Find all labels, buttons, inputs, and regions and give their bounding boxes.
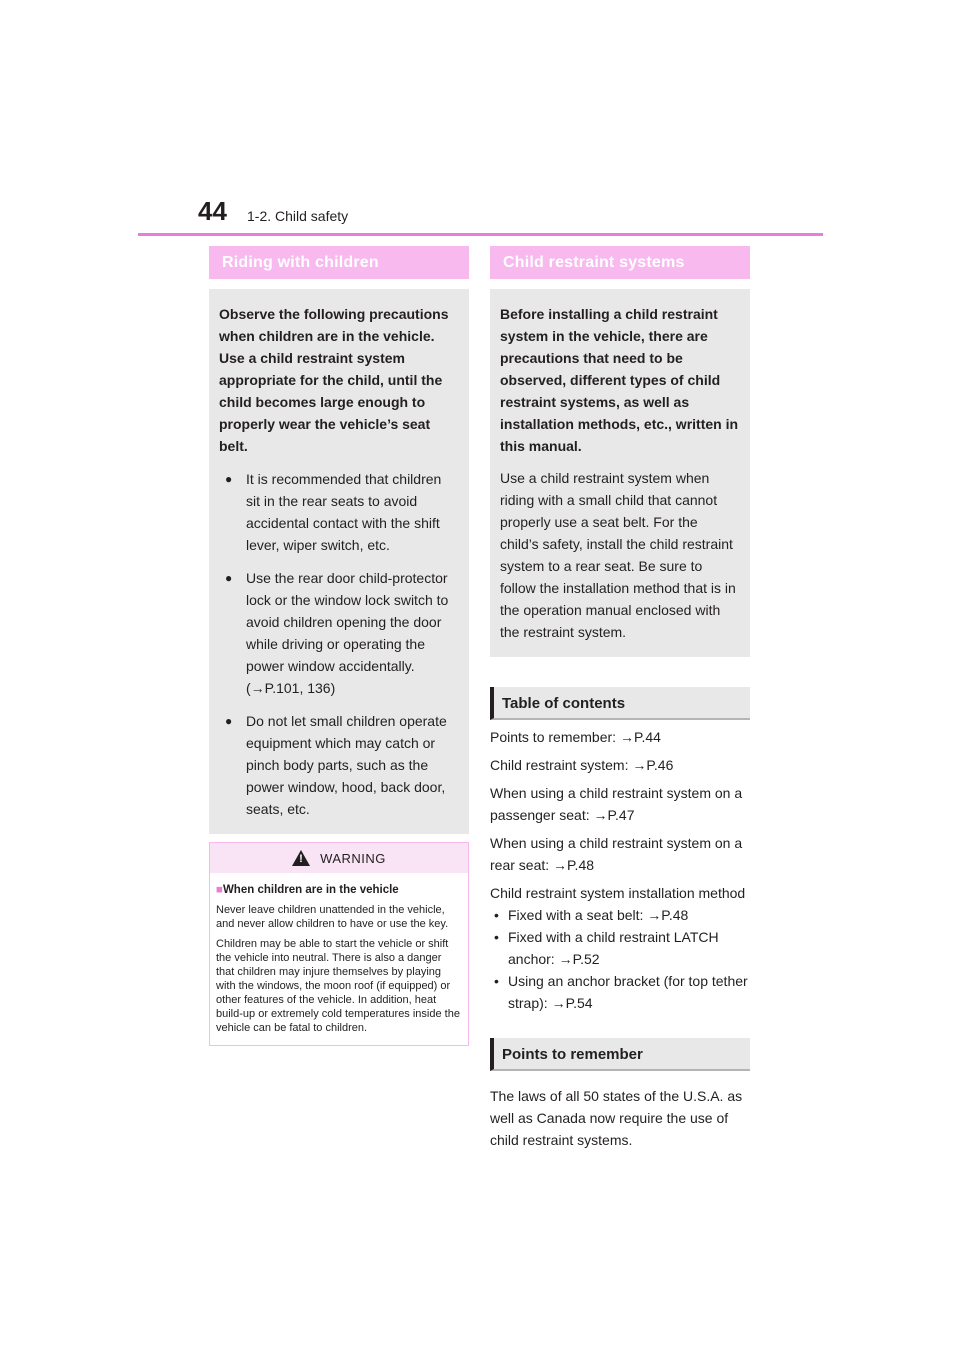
header-rule <box>138 233 823 236</box>
points-body-text: The laws of all 50 states of the U.S.A. as well as Canada now require the use of child restraint systems. <box>490 1088 743 1148</box>
riding-lead-text: Observe the following precautions when children are in the vehicle. Use a child restraint system appropriate for the child, until the child becomes large enough to properly wear the vehicle’s seat belt. <box>219 306 449 454</box>
riding-with-children-box <box>209 289 469 834</box>
warning-triangle-icon: ! <box>292 850 310 866</box>
riding-bullet-1: ● It is recommended that children sit in the rear seats to avoid accidental contact with the shift lever, wiper switch, etc. <box>219 468 459 556</box>
table-of-contents-title: Table of contents <box>490 687 750 720</box>
square-bullet-icon: ■ <box>216 884 223 896</box>
warning-header <box>210 843 468 873</box>
warning-paragraph-1: Never leave children unattended in the vehicle, and never allow children to have or use the key. <box>216 904 449 930</box>
restraint-lead-text: Before installing a child restraint system in the vehicle, there are precautions that need to be observed, different types of child restraint systems, as well as installation methods, etc., written in this manual. <box>500 306 739 454</box>
toc-item-installation: Child restraint system installation method <box>490 885 746 901</box>
points-to-remember-title: Points to remember <box>490 1038 750 1071</box>
toc-item-passenger-seat[interactable]: When using a child restraint system on a passenger seat: →P.47 <box>490 785 743 823</box>
toc-item-points[interactable]: Points to remember: →P.44 <box>490 729 661 745</box>
section-label: 1-2. Child safety <box>247 208 349 224</box>
warning-box <box>209 842 469 1046</box>
child-restraint-systems-box <box>490 289 750 657</box>
warning-paragraph-2: Children may be able to start the vehicle or shift the vehicle into neutral. There is also a danger that children may injure themselves by playing with the windows, the moon roof (if equipped) or other features of the vehicle. In addition, heat build-up or extremely cold temperatures inside the vehicle can be fatal to children. <box>216 938 460 1034</box>
toc-sub-anchor[interactable]: • Using an anchor bracket (for top tether strap): →P.54 <box>490 970 750 1014</box>
toc-sub-seat-belt[interactable]: • Fixed with a seat belt: →P.48 <box>490 904 750 926</box>
right-column <box>490 246 750 1151</box>
child-restraint-systems-title: Child restraint systems <box>490 246 750 279</box>
page-number: 44 <box>198 196 227 226</box>
riding-bullet-3: ● Do not let small children operate equipment which may catch or pinch body parts, such as the power window, hood, back door, seats, etc. <box>219 710 459 820</box>
riding-bullet-2: ● Use the rear door child-protector lock or the window lock switch to avoid children opening the door while driving or operating the power window accidentally. (→P.101, 136) <box>219 567 459 699</box>
warning-label: WARNING <box>320 850 386 866</box>
left-column <box>209 246 469 1046</box>
toc-item-system[interactable]: Child restraint system: →P.46 <box>490 757 674 773</box>
toc-sub-latch[interactable]: • Fixed with a child restraint LATCH anchor: →P.52 <box>490 926 750 970</box>
table-of-contents <box>490 726 750 1014</box>
warning-subtitle: ■When children are in the vehicle <box>216 884 399 896</box>
riding-with-children-title: Riding with children <box>209 246 469 279</box>
toc-item-rear-seat[interactable]: When using a child restraint system on a rear seat: →P.48 <box>490 835 743 873</box>
restraint-body-text: Use a child restraint system when riding with a small child that cannot properly use a seat belt. For the child’s safety, install the child restraint system to a rear seat. Be sure to follow the installation method that is in the operation manual enclosed with the restraint system. <box>500 470 736 640</box>
